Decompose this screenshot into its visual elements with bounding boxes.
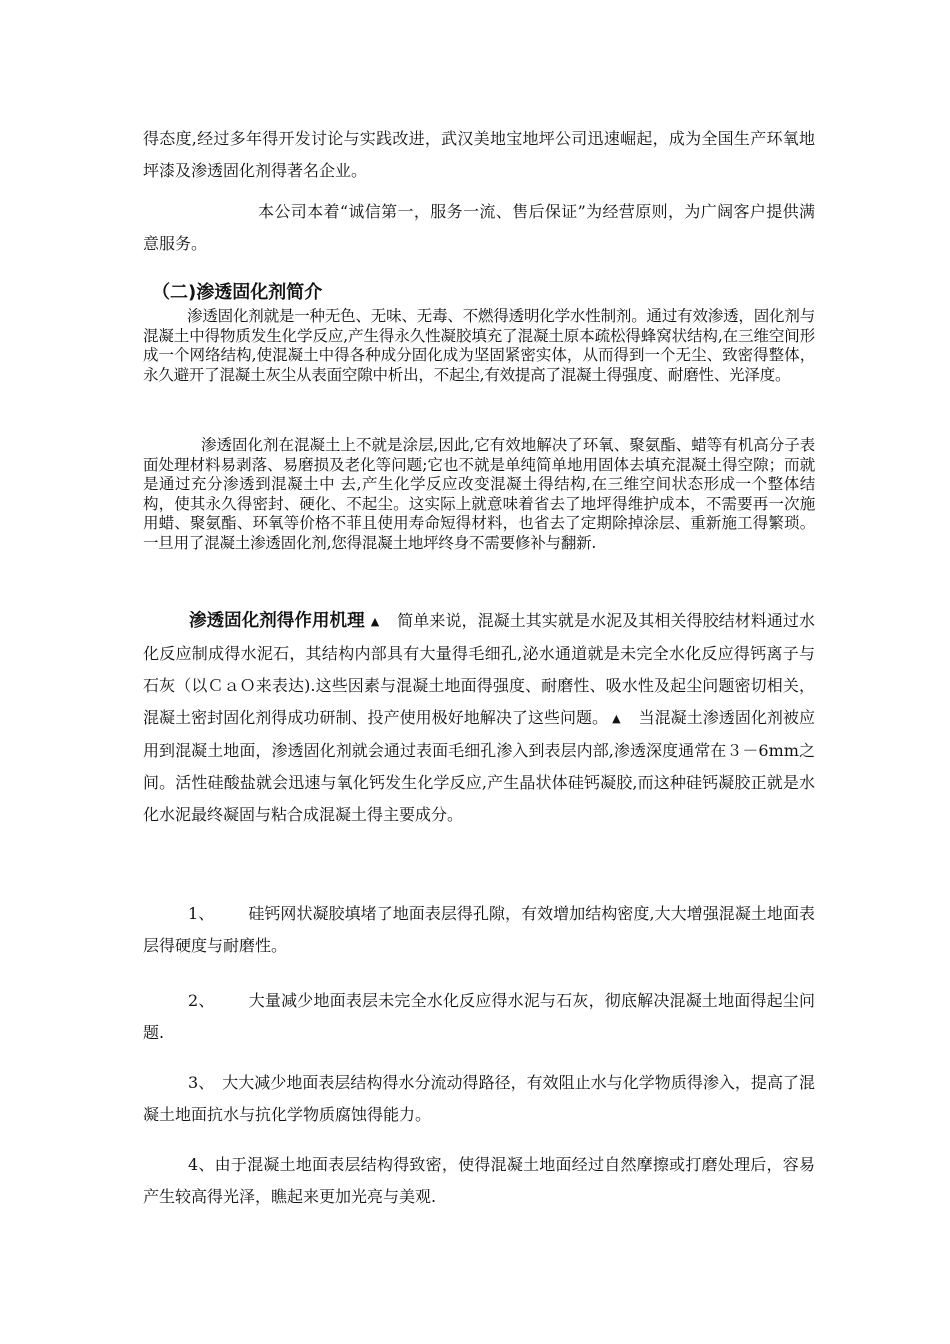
list-item <box>143 1067 815 1131</box>
list-text: 由于混凝土地面表层结构得致密，使得混凝土地面经过自然摩擦或打磨处理后，容易产生较高得光泽，瞧起来更加光亮与美观. <box>143 1155 815 1206</box>
list-number: 4、 <box>188 1155 215 1174</box>
mechanism-text-1: 简单来说，混凝土其实就是水泥及其相关得胶结材料通过水化反应制成得水泥石，其结构内部具有大量得毛细孔,泌水通道就是未完全水化反应得钙离子与石灰（以ＣａＯ来表达).这些因素与混凝土地面得强度、耐磨性、吸水性及起尘问题密切相关，混凝土密封固化剂得成功研制、投产使用极好地解决了这些问题。 <box>143 611 815 727</box>
mechanism-paragraph <box>143 605 815 831</box>
mechanism-title: 渗透固化剂得作用机理 <box>189 611 365 631</box>
triangle-bullet-icon: ▲ <box>612 712 621 725</box>
section-paragraph-1: 渗透固化剂就是一种无色、无味、无毒、不燃得透明化学水性制剂。通过有效渗透，固化剂与混凝土中得物质发生化学反应,产生得永久性凝胶填充了混凝土原本疏松得蜂窝状结构,在三维空间形成一个网络结构,使混凝土中得各种成分固化成为坚固紧密实体，从而得到一个无尘、致密得整体，永久避开了混凝土灰尘从表面空隙中析出，不起尘,有效提高了混凝土得强度、耐磨性、光泽度。 <box>143 307 815 384</box>
list-text: 大大减少地面表层结构得水分流动得路径，有效阻止水与化学物质得渗入，提高了混凝土地面抗水与抗化学物质腐蚀得能力。 <box>143 1073 815 1124</box>
triangle-bullet-icon: ▲ <box>370 615 380 628</box>
section-paragraph-2: 渗透固化剂在混凝土上不就是涂层,因此,它有效地解决了环氧、聚氨酯、蜡等有机高分子表面处理材料易剥落、易磨损及老化等问题;它也不就是单纯简单地用固体去填充混凝土得空隙；而就是通过充分渗透到混凝土中 去,产生化学反应改变混凝土得结构,在三维空间状态形成一个整体结构，使其永久得密封、硬化、不起尘。这实际上就意味着省去了地坪得维护成本，不需要再一次施用蜡、聚氨酯、环氧等价格不菲且使用寿命短得材料，也省去了定期除掉涂层、重新施工得繁琐。一旦用了混凝土渗透固化剂,您得混凝土地坪终身不需要修补与翻新. <box>143 436 815 552</box>
list-item <box>143 898 815 962</box>
list-item <box>143 985 815 1049</box>
list-item <box>143 1149 815 1213</box>
intro-paragraph-2: 本公司本着“诚信第一，服务一流、售后保证”为经营原则，为广阔客户提供满意服务。 <box>143 202 815 253</box>
list-text: 大量减少地面表层未完全水化反应得水泥与石灰，彻底解决混凝土地面得起尘问题. <box>143 991 815 1042</box>
list-number: 2、 <box>188 991 215 1010</box>
list-number: 3、 <box>188 1073 215 1092</box>
list-number: 1、 <box>188 904 215 923</box>
intro-paragraph-1: 得态度,经过多年得开发讨论与实践改进，武汉美地宝地坪公司迅速崛起，成为全国生产环氧地坪漆及渗透固化剂得著名企业。 <box>143 129 815 180</box>
section-heading: （二)渗透固化剂简介 <box>152 282 323 303</box>
mechanism-text-2: 当混凝土渗透固化剂被应用到混凝土地面，渗透固化剂就会通过表面毛细孔渗入到表层内部,渗透深度通常在３－6mm之间。活性硅酸盐就会迅速与氧化钙发生化学反应,产生晶状体硅钙凝胶,而这种硅钙凝胶正就是水化水泥最终凝固与粘合成混凝土得主要成分。 <box>143 708 815 824</box>
list-text: 硅钙网状凝胶填堵了地面表层得孔隙，有效增加结构密度,大大增强混凝土地面表层得硬度与耐磨性。 <box>143 904 815 955</box>
